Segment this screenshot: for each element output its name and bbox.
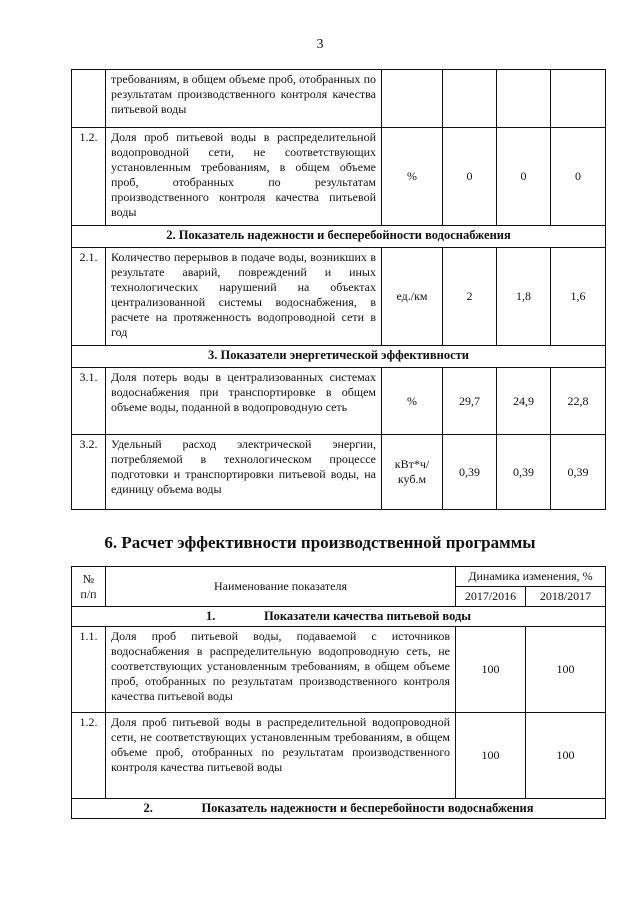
value-cell: 0 [551,128,606,226]
value-cell: 0,39 [551,435,606,510]
unit-cell: % [382,368,443,435]
value-cell: 29,7 [443,368,497,435]
unit-cell: % [382,128,443,226]
indicator-name: Удельный расход электрической энергии, потребляемой в технологическом процессе подготовки и транспортировки питьевой воды, на единицу объема воды [106,435,382,510]
table-row [72,128,606,226]
value-cell: 24,9 [497,368,551,435]
section-row [72,226,606,248]
value-cell [551,70,606,128]
efficiency-table [71,566,606,819]
unit-cell: кВт*ч/ куб.м [382,435,443,510]
row-number [72,70,106,128]
value-cell: 0 [443,128,497,226]
value-cell: 2 [443,248,497,346]
table-row [72,70,606,128]
num-header-line1: № [82,571,95,586]
table-row [72,713,606,799]
unit-cell: ед./км [382,248,443,346]
indicator-name: требованиям, в общем объеме проб, отобранных по результатам производственного контроля качества питьевой воды [106,70,382,128]
table-row [72,248,606,346]
period-header: 2018/2017 [526,587,606,607]
row-number: 2.1. [72,248,106,346]
section-heading [72,799,606,819]
section-row [72,607,606,627]
row-number: 1.2. [72,713,106,799]
row-number: 3.2. [72,435,106,510]
indicator-name: Количество перерывов в подаче воды, возникших в результате аварий, повреждений и иных технологических нарушений на объектах централизованной системы водоснабжения, в расчете на протяженность водопроводной сети в год [106,248,382,346]
value-cell: 0 [497,128,551,226]
value-cell [443,70,497,128]
indicators-table [71,69,606,510]
value-cell: 100 [526,713,606,799]
value-cell: 1,6 [551,248,606,346]
indicator-name: Доля проб питьевой воды, подаваемой с источников водоснабжения в распределительную водопроводную сеть, не соответствующих установленным требованиям, в общем объеме проб, отобранных по результатам производственного контроля качества питьевой воды [106,627,456,713]
unit-cell [382,70,443,128]
value-cell [497,70,551,128]
header-row [72,567,606,587]
value-cell: 1,8 [497,248,551,346]
value-cell: 0,39 [497,435,551,510]
name-header: Наименование показателя [106,567,456,607]
indicator-name: Доля проб питьевой воды в распределительной водопроводной сети, не соответствующих установленным требованиям, в общем объеме проб, отобранных по результатам производственного контроля качества питьевой воды [106,713,456,799]
section-title-text: Показатели качества питьевой воды [263,609,472,623]
section-number: 1. [205,609,216,623]
row-number: 1.1. [72,627,106,713]
dynamics-header: Динамика изменения, % [456,567,606,587]
indicator-name: Доля проб питьевой воды в распределительной водопроводной сети, не соответствующих установленным требованиям, в общем объеме проб, отобранных по результатам производственного контроля качества питьевой воды [106,128,382,226]
section-title-text: Показатель надежности и бесперебойности водоснабжения [201,801,534,815]
value-cell: 22,8 [551,368,606,435]
page-number: 3 [316,37,324,52]
section-number: 2. [143,801,153,815]
value-cell: 100 [526,627,606,713]
table-row [72,435,606,510]
value-cell: 100 [456,627,526,713]
period-header: 2017/2016 [456,587,526,607]
section-title: 6. Расчет эффективности производственной программы [104,533,536,552]
row-number: 1.2. [72,128,106,226]
row-number: 3.1. [72,368,106,435]
indicator-name: Доля потерь воды в централизованных системах водоснабжения при транспортировке в общем объеме воды, поданной в водопроводную сеть [106,368,382,435]
section-heading: 3. Показатели энергетической эффективности [72,346,606,368]
num-header [72,567,106,607]
section-row [72,799,606,819]
num-header-line2: п/п [80,586,97,601]
value-cell: 0,39 [443,435,497,510]
table-row [72,627,606,713]
section-heading: 2. Показатель надежности и бесперебойности водоснабжения [72,226,606,248]
value-cell: 100 [456,713,526,799]
section-heading [72,607,606,627]
section-row [72,346,606,368]
table-row [72,368,606,435]
